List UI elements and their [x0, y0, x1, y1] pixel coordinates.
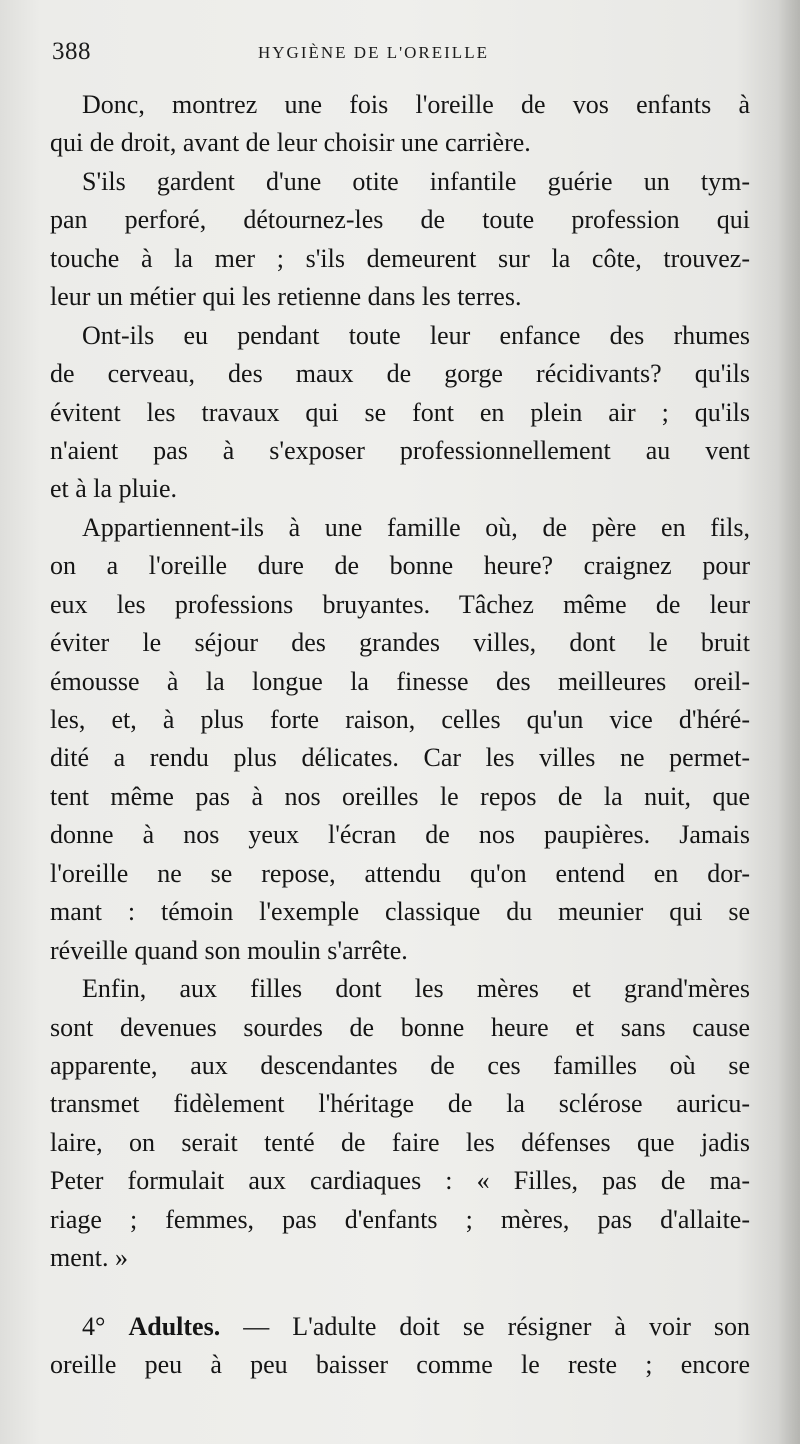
- text-line: tent même pas à nos oreilles le repos de la nuit, que: [50, 781, 750, 811]
- text-line: on a l'oreille dure de bonne heure? craignez pour: [50, 551, 750, 581]
- text-line: n'aient pas à s'exposer professionnellement au vent: [50, 435, 750, 465]
- text-line: les, et, à plus forte raison, celles qu'un vice d'héré-: [50, 705, 750, 734]
- text-line: touche à la mer ; s'ils demeurent sur la côte, trouvez-: [50, 243, 750, 273]
- running-head: HYGIÈNE DE L'OREILLE: [258, 43, 489, 62]
- page-number: 388: [52, 38, 91, 65]
- text-line: leur un métier qui les retienne dans les terres.: [50, 282, 522, 312]
- text-line: laire, on serait tenté de faire les défenses que jadis: [50, 1127, 750, 1157]
- text-line: mant : témoin l'exemple classique du meunier qui se: [50, 897, 750, 927]
- text-line: eux les professions bruyantes. Tâchez même de leur: [50, 589, 750, 619]
- section-heading-line: [50, 1308, 750, 1346]
- text-line: de cerveau, des maux de gorge récidivants? qu'ils: [50, 359, 750, 389]
- text-line: éviter le séjour des grandes villes, dont le bruit: [50, 628, 750, 658]
- text-line: émousse à la longue la finesse des meilleures oreil-: [50, 666, 750, 696]
- section-heading-text: — L'adulte doit se résigner à voir son: [243, 1311, 750, 1341]
- page-header: [52, 38, 752, 72]
- text-line: apparente, aux descendantes de ces familles où se: [50, 1050, 750, 1080]
- text-line: Ont-ils eu pendant toute leur enfance des rhumes: [82, 320, 750, 350]
- text-line: ment. »: [50, 1243, 128, 1273]
- page-edge-shadow: [778, 0, 800, 1444]
- text-line: qui de droit, avant de leur choisir une carrière.: [50, 128, 531, 158]
- section-spacer: [50, 1278, 750, 1308]
- text-line: donne à nos yeux l'écran de nos paupières. Jamais: [50, 820, 750, 850]
- text-line: riage ; femmes, pas d'enfants ; mères, pas d'allaite-: [50, 1204, 750, 1234]
- text-line: Enfin, aux filles dont les mères et grand'mères: [82, 974, 750, 1004]
- text-line: Donc, montrez une fois l'oreille de vos enfants à: [82, 90, 750, 119]
- text-line: dité a rendu plus délicates. Car les villes ne permet-: [50, 743, 750, 773]
- body-text: [50, 86, 750, 1384]
- text-line: pan perforé, détournez-les de toute profession qui: [50, 205, 750, 235]
- section-title: Adultes.: [128, 1311, 221, 1341]
- text-line: transmet fidèlement l'héritage de la sclérose auricu-: [50, 1089, 750, 1119]
- text-line: S'ils gardent d'une otite infantile guérie un tym-: [82, 166, 750, 196]
- text-line: oreille peu à peu baisser comme le reste ; encore: [50, 1350, 750, 1379]
- text-line: réveille quand son moulin s'arrête.: [50, 935, 408, 965]
- text-line: et à la pluie.: [50, 474, 178, 504]
- text-line: évitent les travaux qui se font en plein air ; qu'ils: [50, 397, 750, 427]
- section-number: 4°: [82, 1311, 106, 1341]
- text-line: sont devenues sourdes de bonne heure et sans cause: [50, 1012, 750, 1042]
- text-line: l'oreille ne se repose, attendu qu'on entend en dor-: [50, 858, 750, 888]
- text-line: Peter formulait aux cardiaques : « Filles, pas de ma-: [50, 1166, 750, 1196]
- text-line: Appartiennent-ils à une famille où, de père en fils,: [82, 512, 750, 542]
